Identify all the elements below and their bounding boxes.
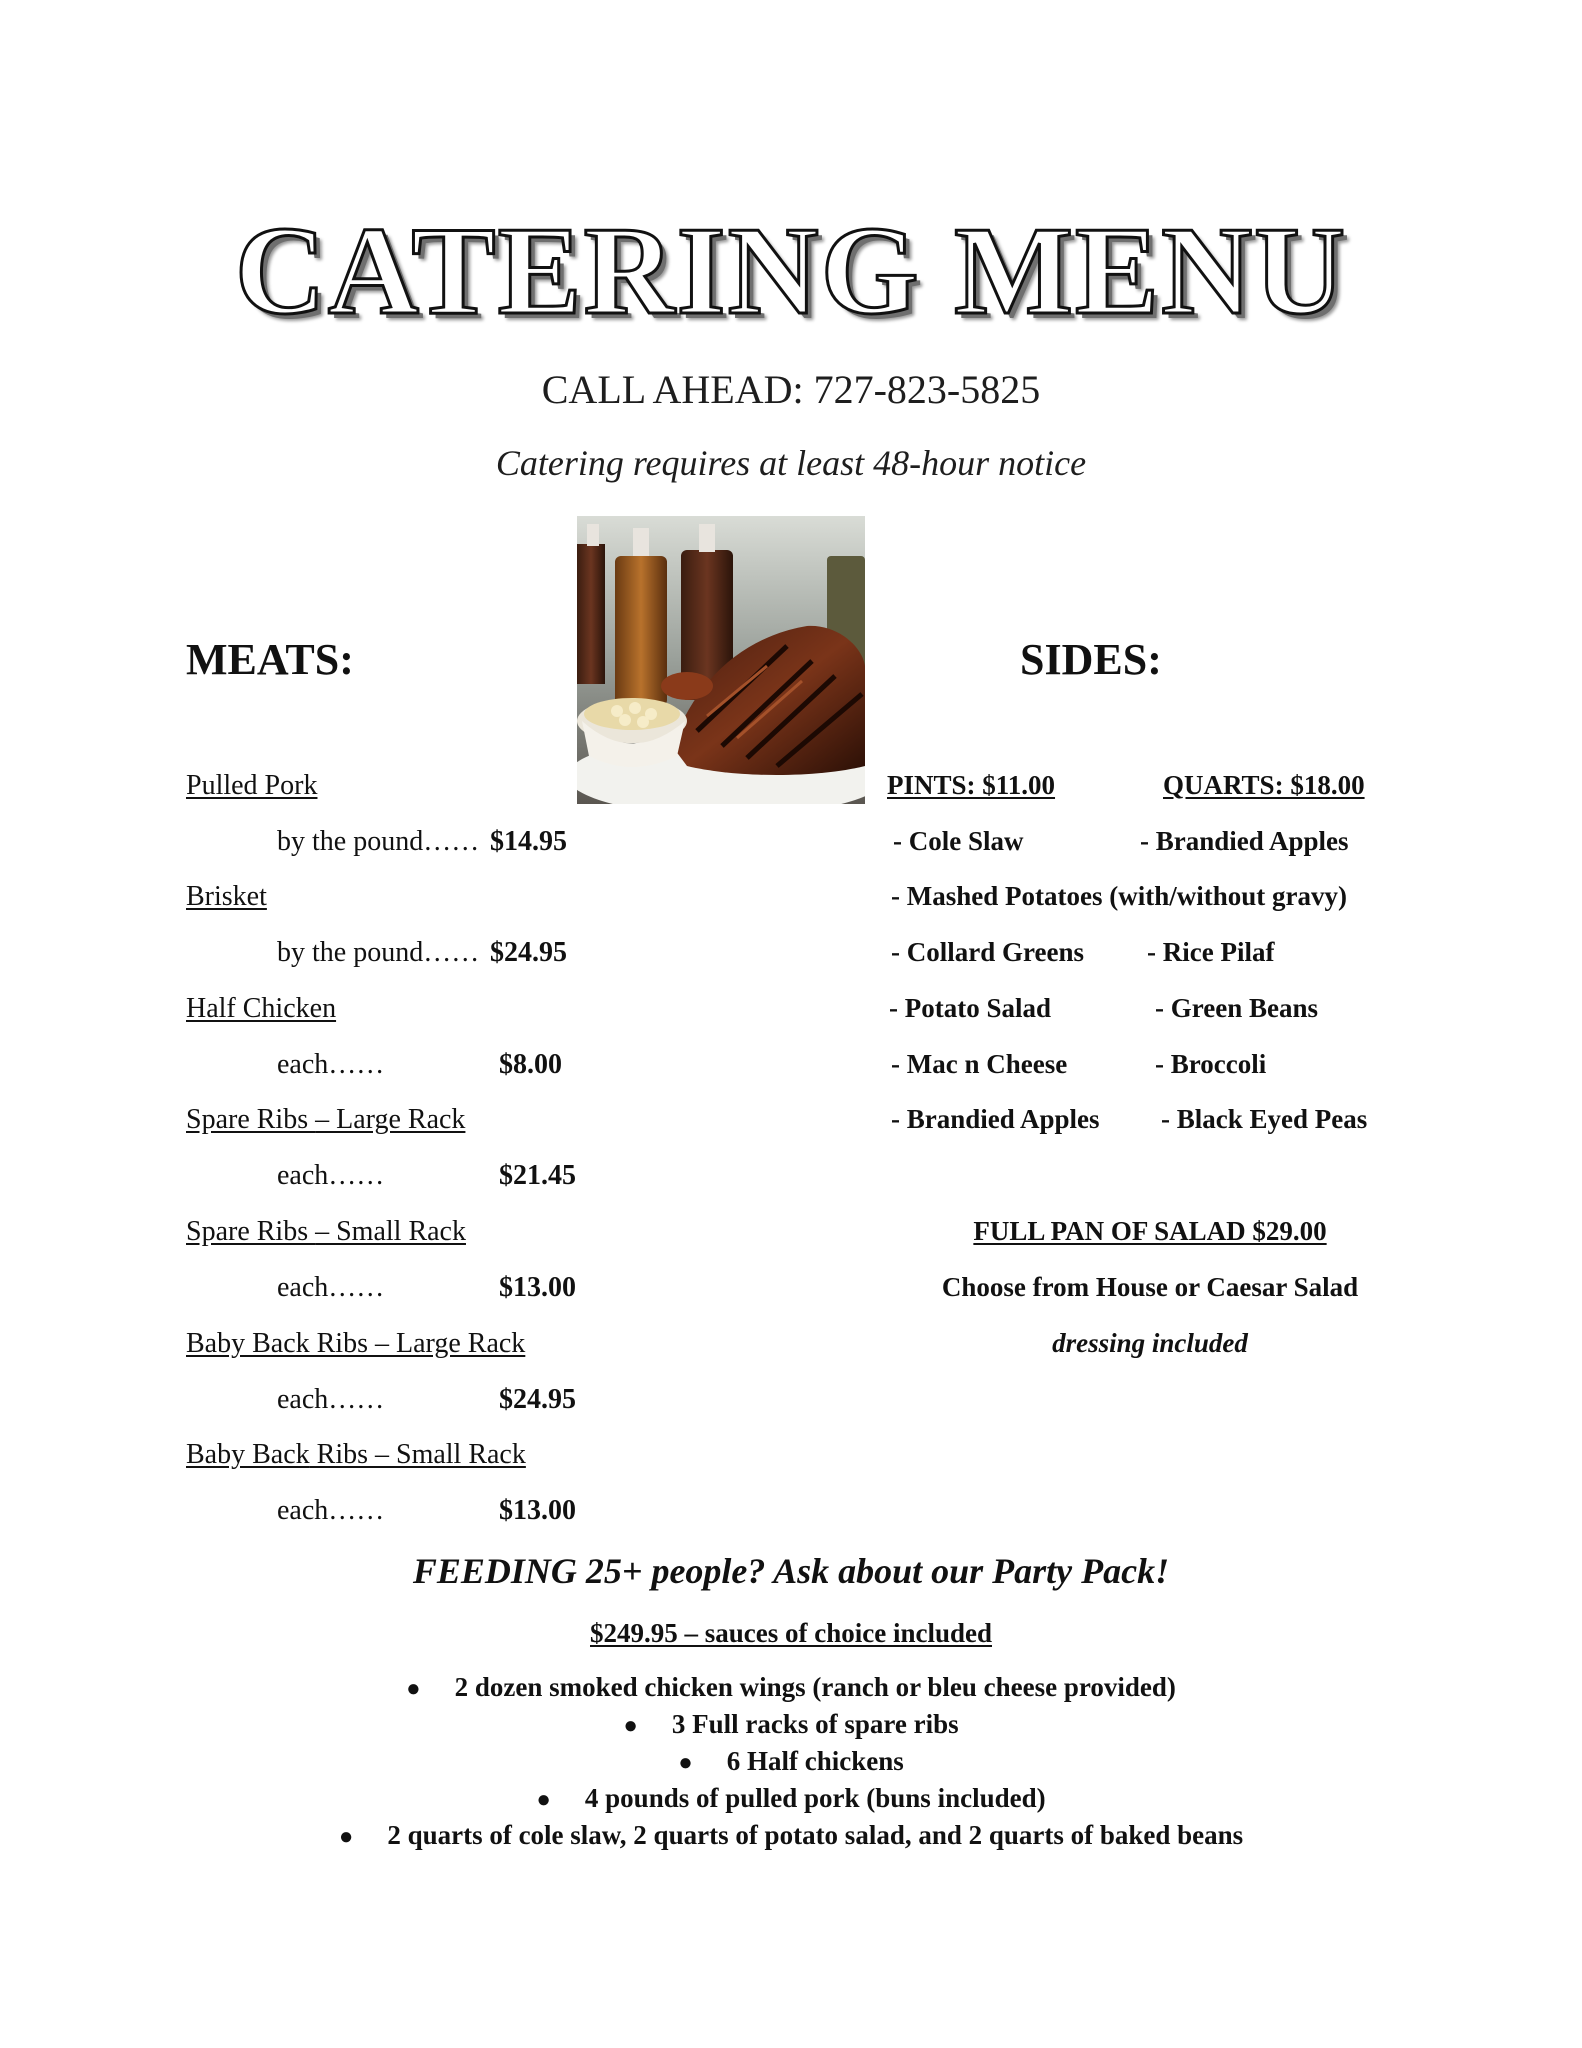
- side-item: - Brandied Apples: [1140, 826, 1349, 856]
- list-item: ● 2 quarts of cole slaw, 2 quarts of potato salad, and 2 quarts of baked beans: [338, 1820, 1244, 1850]
- meat-unit: each……: [277, 1272, 385, 1303]
- page-title: CATERING MENU: [234, 202, 1348, 341]
- list-item: ● 4 pounds of pulled pork (buns included): [536, 1783, 1046, 1813]
- bullet-icon: ●: [406, 1676, 421, 1702]
- side-item: - Mashed Potatoes (with/without gravy): [891, 881, 1347, 911]
- side-item: - Broccoli: [1155, 1049, 1267, 1079]
- side-item: - Green Beans: [1155, 993, 1318, 1023]
- list-item: ● 6 Half chickens: [678, 1746, 904, 1776]
- party-pack-price: $249.95 – sauces of choice included: [590, 1618, 992, 1648]
- party-pack-title: FEEDING 25+ people? Ask about our Party Pack!: [412, 1551, 1170, 1591]
- bullet-icon: ●: [678, 1750, 693, 1776]
- notice-text: Catering requires at least 48-hour notice: [495, 443, 1087, 483]
- meat-price: $24.95: [499, 1384, 576, 1415]
- bullet-icon: ●: [536, 1787, 551, 1813]
- side-item: - Potato Salad: [889, 993, 1051, 1023]
- sides-heading: SIDES:: [1020, 635, 1162, 684]
- side-item: - Brandied Apples: [891, 1104, 1100, 1134]
- side-item: - Rice Pilaf: [1147, 937, 1275, 967]
- meat-price: $13.00: [499, 1272, 576, 1303]
- meat-item-spare-ribs-large: Spare Ribs – Large Rack: [186, 1104, 466, 1135]
- side-item: - Black Eyed Peas: [1161, 1104, 1368, 1134]
- side-item: - Mac n Cheese: [891, 1049, 1068, 1079]
- meat-price: $13.00: [499, 1495, 576, 1526]
- salad-note: dressing included: [1052, 1328, 1248, 1358]
- quarts-price: QUARTS: $18.00: [1163, 770, 1365, 800]
- side-item: - Collard Greens: [891, 937, 1084, 967]
- meat-unit: each……: [277, 1495, 385, 1526]
- meat-price: $14.95: [490, 826, 567, 857]
- list-item: ● 3 Full racks of spare ribs: [623, 1709, 959, 1739]
- meat-price: $21.45: [499, 1160, 576, 1191]
- bullet-icon: ●: [623, 1713, 638, 1739]
- meat-unit: by the pound……: [277, 826, 480, 857]
- pints-price: PINTS: $11.00: [887, 770, 1056, 800]
- bullet-icon: ●: [338, 1824, 354, 1850]
- salad-title: FULL PAN OF SALAD $29.00: [973, 1216, 1327, 1246]
- meat-price: $8.00: [499, 1049, 562, 1080]
- meat-unit: each……: [277, 1160, 385, 1191]
- list-item: ● 2 dozen smoked chicken wings (ranch or bleu cheese provided): [406, 1672, 1176, 1702]
- meat-item-baby-back-large: Baby Back Ribs – Large Rack: [186, 1328, 526, 1359]
- meat-item-baby-back-small: Baby Back Ribs – Small Rack: [186, 1439, 526, 1470]
- meat-unit: by the pound……: [277, 937, 480, 968]
- ribs-photo: [577, 516, 865, 804]
- meat-item-half-chicken: Half Chicken: [186, 993, 337, 1024]
- meat-item-brisket: Brisket: [186, 881, 267, 912]
- meat-unit: each……: [277, 1384, 385, 1415]
- side-item: - Cole Slaw: [893, 826, 1024, 856]
- meats-heading: MEATS:: [186, 635, 354, 684]
- phone-number: CALL AHEAD: 727-823-5825: [541, 367, 1041, 412]
- party-pack-list: [0, 1672, 1582, 1857]
- meat-item-pulled-pork: Pulled Pork: [186, 770, 318, 801]
- ribs-photo-illustration: [577, 516, 865, 804]
- meat-price: $24.95: [490, 937, 567, 968]
- meat-unit: each……: [277, 1049, 385, 1080]
- salad-choice: Choose from House or Caesar Salad: [941, 1272, 1359, 1302]
- meat-item-spare-ribs-small: Spare Ribs – Small Rack: [186, 1216, 466, 1247]
